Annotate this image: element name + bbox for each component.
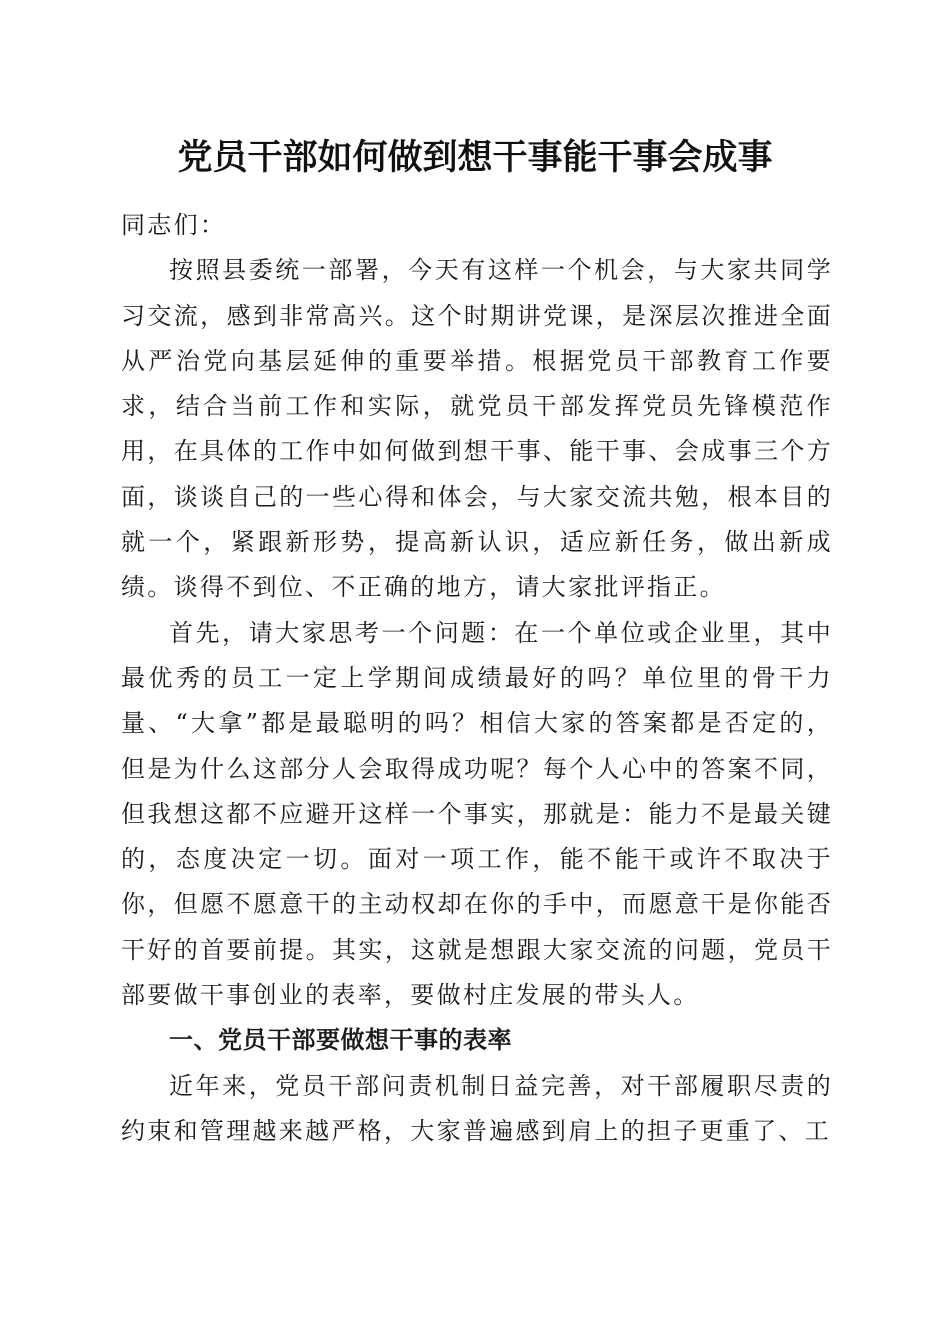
section-heading: 一、党员干部要做想干事的表率 — [169, 1026, 512, 1055]
paragraph-question: 首先，请大家思考一个问题：在一个单位或企业里，其中最优秀的员工一定上学期间成绩最好的吗？单位里的骨干力量、“大拿”都是最聪明的吗？相信大家的答案都是否定的，但是为什么这部分人会取得成功呢？每个人心中的答案不同，但我想这都不应避开这样一个事实，那就是：能力不是最关键的，态度决定一切。面对一项工作，能不能干或许不取决于你，但愿不愿意干的主动权却在你的手中，而愿意干是你能否干好的首要前提。其实，这就是想跟大家交流的问题，党员干部要做干事创业的表率，要做村庄发展的带头人。 — [121, 618, 833, 1010]
paragraph-intro: 按照县委统一部署，今天有这样一个机会，与大家共同学习交流，感到非常高兴。这个时期讲党课，是深层次推进全面从严治党向基层延伸的重要举措。根据党员干部教育工作要求，结合当前工作和实际，就党员干部发挥党员先锋模范作用，在具体的工作中如何做到想干事、能干事、会成事三个方面，谈谈自己的一些心得和体会，与大家交流共勉，根本目的就一个，紧跟新形势，提高新认识，适应新任务，做出新成绩。谈得不到位、不正确的地方，请大家批评指正。 — [121, 256, 833, 602]
document-title: 党员干部如何做到想干事能干事会成事 — [177, 137, 773, 178]
document-body — [121, 203, 833, 1154]
section-paragraph: 近年来，党员干部问责机制日益完善，对干部履职尽责的约束和管理越来越严格，大家普遍感到肩上的担子更重了、工 — [121, 1071, 833, 1145]
salutation: 同志们： — [121, 211, 227, 239]
